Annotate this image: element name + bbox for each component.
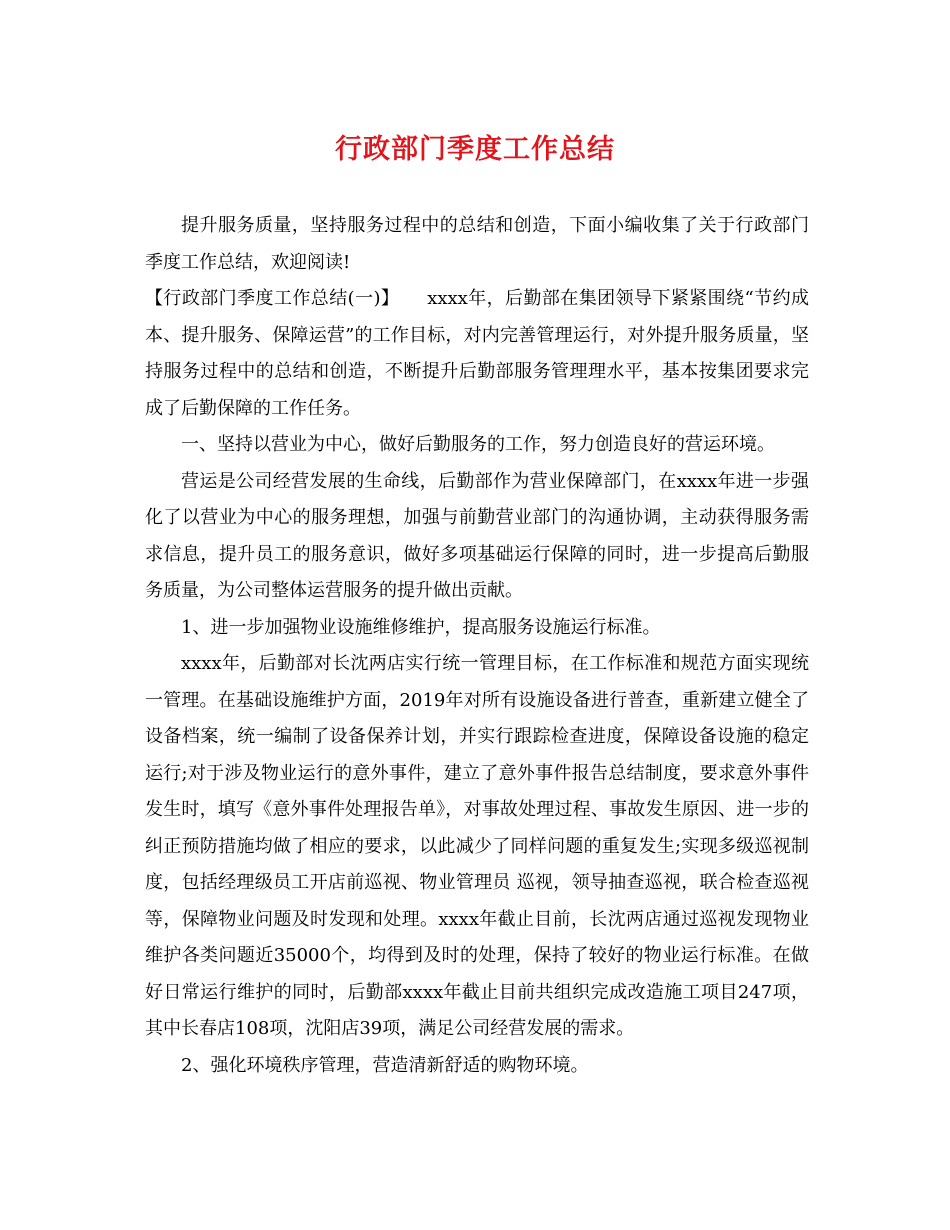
section-one-paragraph: 【行政部门季度工作总结(一)】 xxxx年，后勤部在集团领导下紧紧围绕“节约成本、提升服务、保障运营”的工作目标，对内完善管理运行，对外提升服务质量，坚持服务过程中的总结和创造，不断提升后勤部服务管理理水平，基本按集团要求完成了后勤保障的工作任务。 [145, 288, 809, 419]
intro-paragraph: 提升服务质量，坚持服务过程中的总结和创造，下面小编收集了关于行政部门季度工作总结，欢迎阅读! [145, 215, 809, 273]
maintenance-paragraph: xxxx年，后勤部对长沈两店实行统一管理目标，在工作标准和规范方面实现统一管理。在基础设施维护方面，2019年对所有设施设备进行普查，重新建立健全了设备档案，统一编制了设备保养计划，并实行跟踪检查进度，保障设备设施的稳定运行;对于涉及物业运行的意外事件，建立了意外事件报告总结制度，要求意外事件发生时，填写《意外事件处理报告单》，对事故处理过程、事故发生原因、进一步的纠正预防措施均做了相应的要求，以此减少了同样问题的重复发生;实现多级巡视制度，包括经理级员工开店前巡视、物业管理员 巡视，领导抽查巡视，联合检查巡视等，保障物业问题及时发现和处理。xxxx年截止目前，长沈两店通过巡视发现物业维护各类问题近35000个，均得到及时的处理，保持了较好的物业运行标准。在做好日常运行维护的同时，后勤部xxxx年截止目前共组织完成改造施工项目247项，其中长春店108项，沈阳店39项，满足公司经营发展的需求。 [145, 653, 809, 1039]
document-body [145, 208, 809, 1084]
subheading-paragraph-two: 2、强化环境秩序管理，营造清新舒适的购物环境。 [181, 1054, 589, 1076]
heading-paragraph-one: 一、坚持以营业为中心，做好后勤服务的工作，努力创造良好的营运环境。 [181, 434, 775, 455]
subheading-paragraph-one: 1、进一步加强物业设施维修维护，提高服务设施运行标准。 [181, 616, 661, 638]
document-title: 行政部门季度工作总结 [335, 134, 615, 165]
operations-paragraph: 营运是公司经营发展的生命线，后勤部作为营业保障部门，在xxxx年进一步强化了以营业为中心的服务理想，加强与前勤营业部门的沟通协调，主动获得服务需求信息，提升员工的服务意识，做好多项基础运行保障的同时，进一步提高后勤服务质量，为公司整体运营服务的提升做出贡献。 [145, 470, 809, 601]
